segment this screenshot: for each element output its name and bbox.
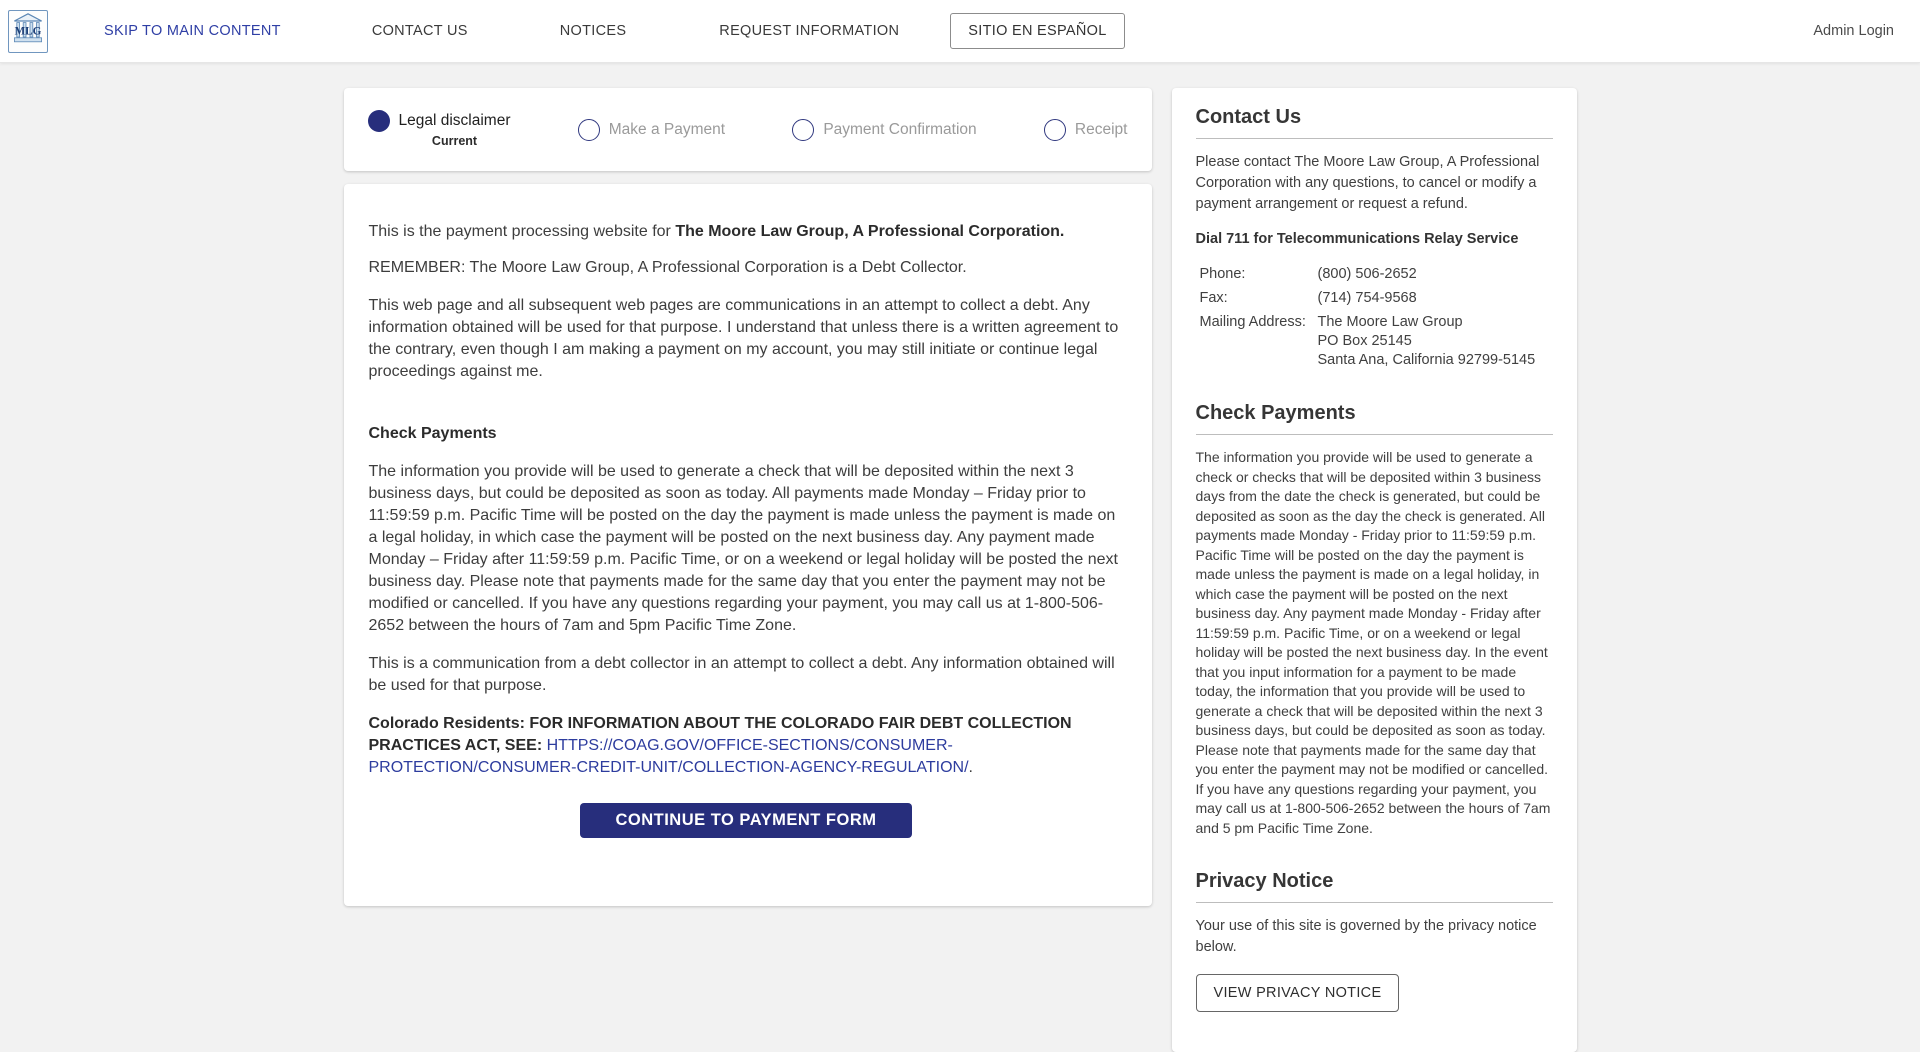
mailing-address-row xyxy=(1200,313,1553,370)
step-make-a-payment xyxy=(578,119,725,141)
page-content xyxy=(344,88,1577,1052)
address-line: Santa Ana, California 92799-5145 xyxy=(1317,352,1536,368)
nav-item-request-information[interactable]: REQUEST INFORMATION xyxy=(719,23,900,39)
divider xyxy=(1196,902,1553,903)
sitio-en-espanol-button[interactable]: SITIO EN ESPAÑOL xyxy=(950,13,1124,49)
check-payments-heading: Check Payments xyxy=(368,425,497,442)
divider xyxy=(1196,434,1553,435)
colorado-paragraph xyxy=(369,713,1124,779)
nav-item-notices[interactable]: NOTICES xyxy=(559,23,627,39)
view-privacy-notice-button[interactable]: VIEW PRIVACY NOTICE xyxy=(1196,974,1400,1012)
phone-row xyxy=(1200,265,1553,284)
colorado-residents-bold: Colorado Residents: FOR INFORMATION ABOUT THE COLORADO FAIR DEBT COLLECTION PRACTICES ACT, SEE: xyxy=(368,715,1072,754)
intro-text: This is the payment processing website for xyxy=(368,223,676,240)
check-payments-paragraph: The information you provide will be used to generate a check that will be deposited within the next 3 business days, but could be deposited as soon as today. All payments made Monday – Friday prior to 11:59:59 p.m. Pacific Time will be posted on the day the payment is made unless the payment is made on a legal holiday, in which case the payment will be posted on the next business day. Any payment made Monday – Friday after 11:59:59 p.m. Pacific Time, or on a weekend or legal holiday will be posted the next business day. Please note that payments made for the same day that you enter the payment may not be modified or cancelled. If you have any questions regarding your payment, you may call us at 1-800-506-2652 between the hours of 7am and 5pm Pacific Time Zone. xyxy=(368,463,1118,634)
check-payments-sidebar-heading: Check Payments xyxy=(1195,402,1356,424)
top-navigation-bar xyxy=(0,0,1920,63)
nav-item-contact-us[interactable]: CONTACT US xyxy=(371,23,468,39)
phone-value: (800) 506-2652 xyxy=(1317,266,1417,282)
relay-service-text: Dial 711 for Telecommunications Relay Service xyxy=(1195,231,1519,247)
legal-disclaimer-card xyxy=(344,184,1152,906)
info-sidebar xyxy=(1172,88,1577,1052)
step-label: Receipt xyxy=(1074,120,1128,138)
step-circle-icon xyxy=(1044,119,1066,141)
svg-text:MLG: MLG xyxy=(14,25,42,38)
payment-stepper xyxy=(344,88,1152,171)
contact-intro-text: Please contact The Moore Law Group, A Professional Corporation with any questions, to cancel or modify a payment arrangement or request a refund. xyxy=(1195,154,1540,212)
webpage-paragraph: This web page and all subsequent web pages are communications in an attempt to collect a debt. Any information obtained will be used for that purpose. I understand that unless there is a written agreement to the contrary, even though I am making a payment on my account, you may still initiate or continue legal proceedings against me. xyxy=(368,297,1119,380)
contact-us-heading: Contact Us xyxy=(1195,106,1302,128)
communication-paragraph: This is a communication from a debt collector in an attempt to collect a debt. Any information obtained will be used for that purpose. xyxy=(368,655,1115,694)
coag-gov-link[interactable]: HTTPS://COAG.GOV/OFFICE-SECTIONS/CONSUMER-PROTECTION/CONSUMER-CREDIT-UNIT/COLLECTION-AGENCY-REGULATION/ xyxy=(368,737,969,776)
step-receipt xyxy=(1044,119,1128,141)
step-payment-confirmation xyxy=(792,119,976,141)
step-legal-disclaimer xyxy=(368,110,511,149)
phone-label: Phone: xyxy=(1199,266,1246,282)
link-suffix: . xyxy=(968,759,973,776)
divider xyxy=(1196,138,1553,139)
mailing-address-value xyxy=(1318,313,1536,370)
courthouse-logo-icon xyxy=(12,12,44,51)
continue-to-payment-form-button[interactable]: CONTINUE TO PAYMENT FORM xyxy=(580,803,912,838)
privacy-notice-text: Your use of this site is governed by the privacy notice below. xyxy=(1195,918,1537,955)
step-circle-icon xyxy=(792,119,814,141)
address-line: The Moore Law Group xyxy=(1317,314,1463,330)
contact-details-table xyxy=(1196,265,1553,370)
check-payments-sidebar-text: The information you provide will be used to generate a check or checks that will be deposited within 3 business days from the date the check is generated, but could be deposited as soon as the day the check is generated. All payments made Monday - Friday prior to 11:59:59 p.m. Pacific Time will be posted on the day the payment is made unless the payment is made on a legal holiday, in which case the payment will be posted on the next business day. Any payment made Monday - Friday after 11:59:59 p.m. Pacific Time, or on a weekend or legal holiday will be posted the next business day. In the event that you input information for a payment to be made today, the information that you provide will be used to generate a check that will be deposited within the next 3 business days, but could be deposited as soon as today. Please note that payments made for the same day that you enter the payment may not be modified or cancelled. If you have any questions regarding your payment, you may call us at 1-800-506-2652 between the hours of 7am and 5 pm Pacific Time Zone. xyxy=(1195,449,1551,836)
company-logo[interactable] xyxy=(8,10,48,53)
fax-value: (714) 754-9568 xyxy=(1317,290,1417,306)
skip-to-main-content-link[interactable]: SKIP TO MAIN CONTENT xyxy=(104,23,281,39)
privacy-notice-heading: Privacy Notice xyxy=(1195,870,1334,892)
step-label: Payment Confirmation xyxy=(823,120,977,138)
step-label: Legal disclaimer xyxy=(398,112,511,129)
fax-label: Fax: xyxy=(1199,290,1228,306)
step-circle-icon xyxy=(578,119,600,141)
company-name-bold: The Moore Law Group, A Professional Corporation. xyxy=(675,223,1065,240)
main-column xyxy=(344,88,1152,906)
step-active-circle-icon xyxy=(368,110,390,132)
address-line: PO Box 25145 xyxy=(1317,333,1412,349)
admin-login-link[interactable]: Admin Login xyxy=(1813,23,1894,39)
fax-row xyxy=(1200,289,1553,308)
remember-paragraph: REMEMBER: The Moore Law Group, A Professional Corporation is a Debt Collector. xyxy=(368,259,967,276)
intro-paragraph xyxy=(369,221,1124,243)
step-current-badge: Current xyxy=(431,134,478,148)
mailing-address-label: Mailing Address: xyxy=(1199,314,1306,330)
step-label: Make a Payment xyxy=(608,120,726,138)
